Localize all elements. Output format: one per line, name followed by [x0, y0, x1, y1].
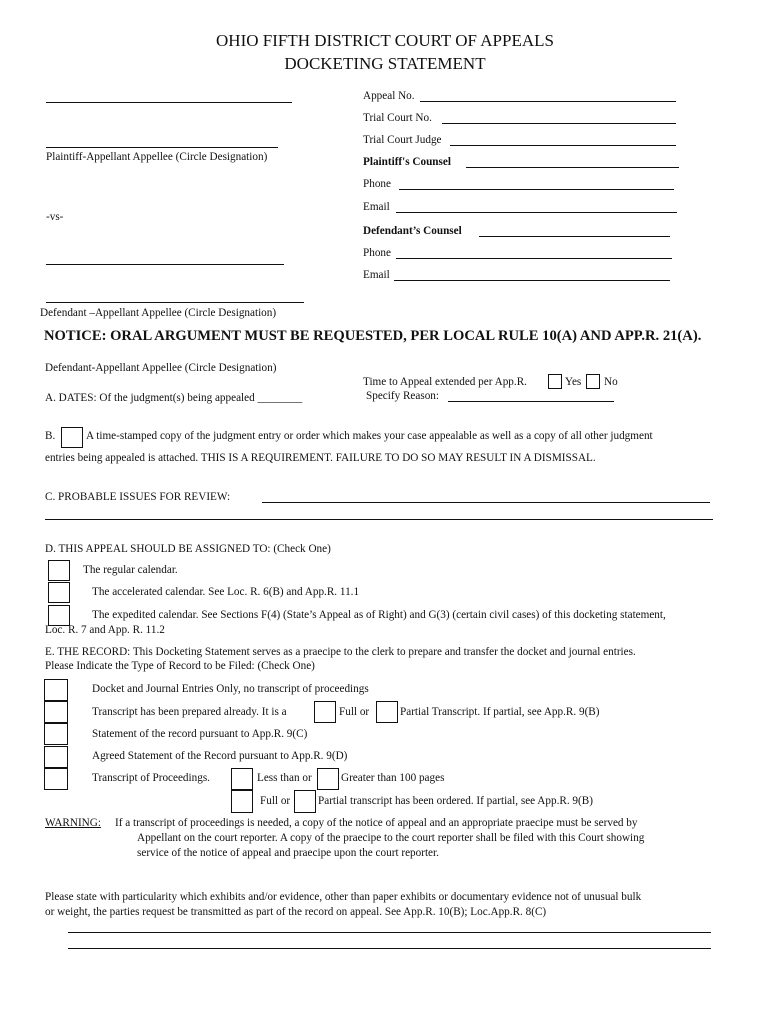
specify-reason-label: Specify Reason: — [366, 390, 440, 402]
trial-court-no-field[interactable] — [442, 123, 676, 124]
phone-field-1[interactable] — [399, 189, 674, 190]
exhibits-field-2[interactable] — [68, 948, 711, 949]
trial-court-judge-label: Trial Court Judge — [363, 134, 442, 146]
plaintiff-designation-label: Plaintiff-Appellant Appellee (Circle Designation) — [46, 151, 268, 163]
statement-record-label: Statement of the record pursuant to App.R. 9(C) — [92, 728, 308, 740]
trial-court-judge-field[interactable] — [450, 145, 676, 146]
warning-text-3: service of the notice of appeal and praecipe upon the court reporter. — [137, 847, 439, 859]
plaintiffs-counsel-label: Plaintiff's Counsel — [363, 156, 451, 168]
warning-text-1: If a transcript of proceedings is needed, a copy of the notice of appeal and an appropriate praecipe must be served by — [115, 817, 638, 829]
section-c-label: C. PROBABLE ISSUES FOR REVIEW: — [45, 491, 231, 503]
plaintiff-name-line[interactable] — [46, 102, 292, 103]
section-b-checkbox[interactable] — [61, 427, 83, 448]
defendant-name-line-2[interactable] — [46, 302, 304, 303]
section-a-dates-label: A. DATES: Of the judgment(s) being appealed ________ — [45, 392, 303, 404]
expedited-calendar-label-1: The expedited calendar. See Sections F(4) (State’s Appeal as of Right) and G(3) (certain civil cases) of this docketing statement, — [92, 609, 666, 621]
court-name: OHIO FIFTH DISTRICT COURT OF APPEALS — [216, 31, 554, 50]
transcript-prepared-label: Transcript has been prepared already. It is a — [92, 706, 287, 718]
expedited-calendar-label-2: Loc. R. 7 and App. R. 11.2 — [45, 624, 165, 636]
partial-transcript-checkbox[interactable] — [376, 701, 398, 723]
email-field-2[interactable] — [394, 280, 670, 281]
phone-label-1: Phone — [363, 178, 391, 190]
docket-only-label: Docket and Journal Entries Only, no transcript of proceedings — [92, 683, 369, 695]
specify-reason-field[interactable] — [448, 401, 614, 402]
regular-calendar-checkbox[interactable] — [48, 560, 70, 581]
regular-calendar-label: The regular calendar. — [83, 564, 178, 576]
greater-than-100-checkbox[interactable] — [317, 768, 339, 790]
section-e-text-2: Please Indicate the Type of Record to be Filed: (Check One) — [45, 660, 315, 672]
less-than-100-checkbox[interactable] — [231, 768, 253, 790]
transcript-proceedings-label: Transcript of Proceedings. — [92, 772, 210, 784]
probable-issues-field-2[interactable] — [45, 519, 713, 520]
accelerated-calendar-label: The accelerated calendar. See Loc. R. 6(B) and App.R. 11.1 — [92, 586, 360, 598]
full-ordered-checkbox[interactable] — [231, 790, 253, 813]
less-than-or-label: Less than or — [257, 772, 312, 784]
accelerated-calendar-checkbox[interactable] — [48, 582, 70, 603]
statement-record-checkbox[interactable] — [44, 723, 68, 745]
defendants-counsel-label: Defendant’s Counsel — [363, 225, 462, 237]
email-label-2: Email — [363, 269, 390, 281]
exhibits-text-1: Please state with particularity which exhibits and/or evidence, other than paper exhibits or documentary evidence not of unusual bulk — [45, 891, 642, 903]
section-b-text-1: A time-stamped copy of the judgment entry or order which makes your case appealable as well as a copy of all other judgment — [86, 430, 653, 442]
phone-label-2: Phone — [363, 247, 391, 259]
greater-than-label: Greater than 100 pages — [341, 772, 445, 784]
email-field-1[interactable] — [396, 212, 677, 213]
extended-yes-checkbox[interactable] — [548, 374, 562, 389]
defendant-name-line[interactable] — [46, 264, 284, 265]
section-b-text-2: entries being appealed is attached. THIS IS A REQUIREMENT. FAILURE TO DO SO MAY RESULT IN A DISMISSAL. — [45, 452, 596, 464]
warning-text-2: Appellant on the court reporter. A copy of the praecipe to the court reporter shall be filed with this Court showing — [137, 832, 645, 844]
partial-ordered-checkbox[interactable] — [294, 790, 316, 813]
agreed-statement-label: Agreed Statement of the Record pursuant to App.R. 9(D) — [92, 750, 348, 762]
full-or-label: Full or — [339, 706, 370, 718]
section-d-heading: D. THIS APPEAL SHOULD BE ASSIGNED TO: (Check One) — [45, 543, 331, 555]
email-label-1: Email — [363, 201, 390, 213]
transcript-proceedings-checkbox[interactable] — [44, 768, 68, 790]
phone-field-2[interactable] — [396, 258, 672, 259]
partial-ordered-label: Partial transcript has been ordered. If partial, see App.R. 9(B) — [318, 795, 593, 807]
warning-label: WARNING: — [45, 817, 101, 829]
partial-transcript-label: Partial Transcript. If partial, see App.R. 9(B) — [400, 706, 600, 718]
time-to-appeal-label: Time to Appeal extended per App.R. — [363, 376, 527, 388]
versus-label: -vs- — [46, 211, 64, 223]
docket-only-checkbox[interactable] — [44, 679, 68, 701]
defendant-designation-label: Defendant –Appellant Appellee (Circle Designation) — [40, 307, 277, 319]
defendants-counsel-field[interactable] — [479, 236, 670, 237]
section-e-text-1: E. THE RECORD: This Docketing Statement serves as a praecipe to the clerk to prepare and transfer the docket and journal entries. — [45, 646, 636, 658]
yes-label: Yes — [565, 376, 582, 388]
document-title: DOCKETING STATEMENT — [284, 54, 486, 73]
full-or-label-2: Full or — [260, 795, 291, 807]
extended-no-checkbox[interactable] — [586, 374, 600, 389]
trial-court-no-label: Trial Court No. — [363, 112, 432, 124]
exhibits-field-1[interactable] — [68, 932, 711, 933]
appeal-no-label: Appeal No. — [363, 90, 415, 102]
oral-argument-notice: NOTICE: ORAL ARGUMENT MUST BE REQUESTED, PER LOCAL RULE 10(A) AND APP.R. 21(A). — [44, 328, 702, 344]
agreed-statement-checkbox[interactable] — [44, 746, 68, 768]
appeal-no-field[interactable] — [420, 101, 676, 102]
exhibits-text-2: or weight, the parties request be transmitted as part of the record on appeal. See App.R. 10(B); Loc.App.R. 8(C) — [45, 906, 547, 918]
defendant-designation-note: Defendant-Appellant Appellee (Circle Designation) — [45, 362, 277, 374]
full-transcript-checkbox[interactable] — [314, 701, 336, 723]
transcript-prepared-checkbox[interactable] — [44, 701, 68, 723]
expedited-calendar-checkbox[interactable] — [48, 605, 70, 626]
section-b-letter: B. — [45, 430, 56, 442]
plaintiff-name-line-2[interactable] — [46, 147, 278, 148]
plaintiffs-counsel-field[interactable] — [466, 167, 679, 168]
no-label: No — [604, 376, 618, 388]
probable-issues-field[interactable] — [262, 502, 710, 503]
